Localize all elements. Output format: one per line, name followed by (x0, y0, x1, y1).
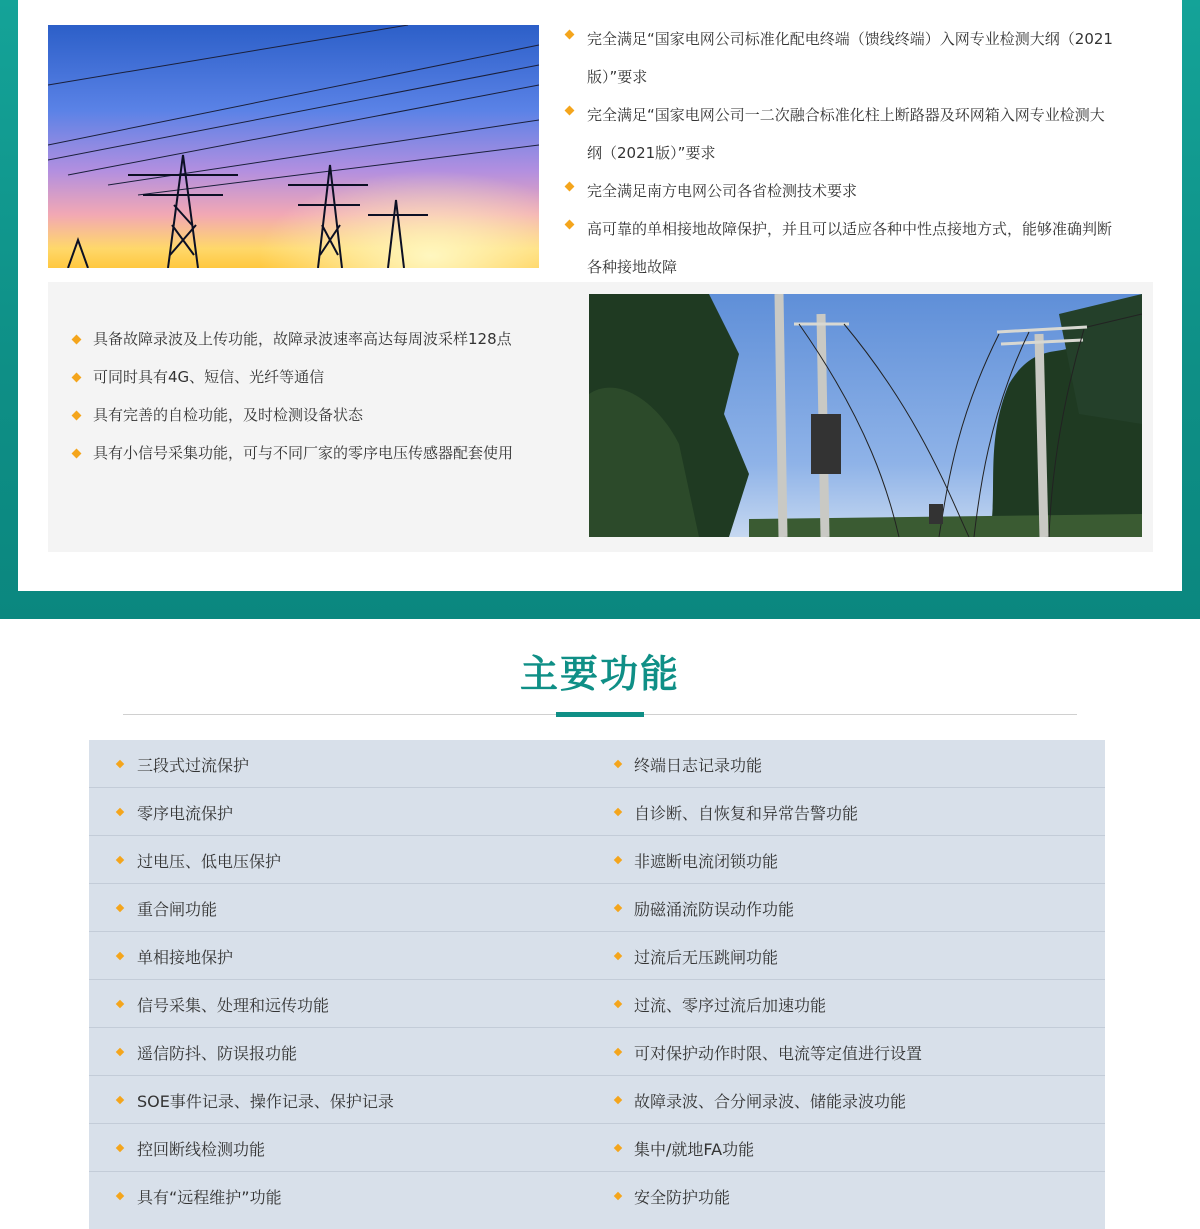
bullet-diamond-icon (116, 1000, 124, 1008)
bullet-diamond-icon (614, 952, 622, 960)
feature-label: 单相接地保护 (137, 947, 234, 967)
feature-item (89, 740, 597, 788)
feature-item (597, 740, 1105, 788)
feature-item (89, 788, 597, 836)
feature-label: 过流后无压跳闸功能 (634, 947, 779, 967)
utility-poles-image (589, 294, 1142, 537)
feature-item (89, 980, 597, 1028)
feature-label: 控回断线检测功能 (137, 1139, 266, 1159)
bullet-diamond-icon (565, 182, 575, 192)
feature-row (89, 836, 1105, 884)
feature-row (89, 980, 1105, 1028)
list-item: 具有小信号采集功能，可与不同厂家的零序电压传感器配套使用 (70, 434, 570, 472)
feature-label: 终端日志记录功能 (634, 755, 763, 775)
feature-item (89, 1172, 597, 1220)
feature-item (89, 1028, 597, 1076)
feature-item (597, 932, 1105, 980)
list-item: 可同时具有4G、短信、光纤等通信 (70, 358, 570, 396)
transmission-towers-image (48, 25, 539, 268)
feature-label: 具有“远程维护”功能 (137, 1187, 282, 1207)
feature-label: 集中/就地FA功能 (634, 1139, 755, 1159)
feature-label: 重合闸功能 (137, 899, 218, 919)
bullet-diamond-icon (116, 808, 124, 816)
feature-label: 可对保护动作时限、电流等定值进行设置 (634, 1043, 923, 1063)
bullet-diamond-icon (614, 904, 622, 912)
feature-item (89, 884, 597, 932)
bullet-diamond-icon (565, 220, 575, 230)
feature-item (597, 836, 1105, 884)
bullet-diamond-icon (116, 1048, 124, 1056)
capabilities-bullet-list (70, 320, 570, 472)
feature-label: 励磁涌流防误动作功能 (634, 899, 795, 919)
feature-item (89, 1124, 597, 1172)
bullet-diamond-icon (565, 30, 575, 40)
feature-row (89, 1028, 1105, 1076)
list-item: 具备故障录波及上传功能，故障录波速率高达每周波采样128点 (70, 320, 570, 358)
bullet-diamond-icon (614, 1048, 622, 1056)
feature-item (89, 1076, 597, 1124)
list-item-continuation: 纲（2021版）”要求 (587, 144, 716, 162)
list-item: 完全满足“国家电网公司一二次融合标准化柱上断路器及环网箱入网专业检测大 (563, 96, 1163, 134)
bullet-diamond-icon (116, 760, 124, 768)
bullet-diamond-icon (614, 808, 622, 816)
feature-item (89, 932, 597, 980)
feature-item (597, 980, 1105, 1028)
list-item-continuation: 版）”要求 (587, 68, 648, 86)
bullet-diamond-icon (72, 335, 82, 345)
feature-item (597, 1028, 1105, 1076)
bullet-diamond-icon (614, 1096, 622, 1104)
feature-row (89, 1076, 1105, 1124)
bullet-diamond-icon (565, 106, 575, 116)
features-table (89, 740, 1105, 1229)
list-item: 具有完善的自检功能，及时检测设备状态 (70, 396, 570, 434)
standards-bullet-list (563, 20, 1163, 286)
feature-row (89, 1172, 1105, 1220)
feature-label: 信号采集、处理和远传功能 (137, 995, 330, 1015)
bullet-diamond-icon (116, 1144, 124, 1152)
feature-item (89, 836, 597, 884)
feature-row (89, 788, 1105, 836)
feature-label: 过电压、低电压保护 (137, 851, 282, 871)
list-item: 完全满足“国家电网公司标准化配电终端（馈线终端）入网专业检测大纲（2021 (563, 20, 1163, 58)
feature-row (89, 740, 1105, 788)
bullet-diamond-icon (116, 1192, 124, 1200)
bullet-diamond-icon (614, 1192, 622, 1200)
feature-label: 自诊断、自恢复和异常告警功能 (634, 803, 859, 823)
feature-label: SOE事件记录、操作记录、保护记录 (137, 1091, 394, 1111)
feature-label: 三段式过流保护 (137, 755, 250, 775)
bullet-diamond-icon (72, 373, 82, 383)
list-item-continuation: 各种接地故障 (587, 258, 678, 276)
feature-label: 非遮断电流闭锁功能 (634, 851, 779, 871)
bullet-diamond-icon (614, 760, 622, 768)
feature-label: 过流、零序过流后加速功能 (634, 995, 827, 1015)
bullet-diamond-icon (614, 1000, 622, 1008)
feature-row (89, 1124, 1105, 1172)
feature-label: 遥信防抖、防误报功能 (137, 1043, 298, 1063)
section-title: 主要功能 (519, 652, 680, 696)
feature-item (597, 1172, 1105, 1220)
bullet-diamond-icon (72, 411, 82, 421)
feature-item (597, 1076, 1105, 1124)
title-accent-bar (556, 712, 644, 717)
bullet-diamond-icon (614, 856, 622, 864)
feature-item (597, 1124, 1105, 1172)
list-item: 高可靠的单相接地故障保护，并且可以适应各种中性点接地方式，能够准确判断 (563, 210, 1163, 248)
feature-label: 安全防护功能 (634, 1187, 731, 1207)
bullet-diamond-icon (116, 856, 124, 864)
feature-row (89, 932, 1105, 980)
feature-label: 零序电流保护 (137, 803, 234, 823)
bullet-diamond-icon (614, 1144, 622, 1152)
feature-item (597, 788, 1105, 836)
bullet-diamond-icon (72, 449, 82, 459)
list-item: 完全满足南方电网公司各省检测技术要求 (563, 172, 1163, 210)
feature-item (597, 884, 1105, 932)
bullet-diamond-icon (116, 1096, 124, 1104)
bullet-diamond-icon (116, 904, 124, 912)
bullet-diamond-icon (116, 952, 124, 960)
feature-label: 故障录波、合分闸录波、储能录波功能 (634, 1091, 907, 1111)
feature-row (89, 884, 1105, 932)
